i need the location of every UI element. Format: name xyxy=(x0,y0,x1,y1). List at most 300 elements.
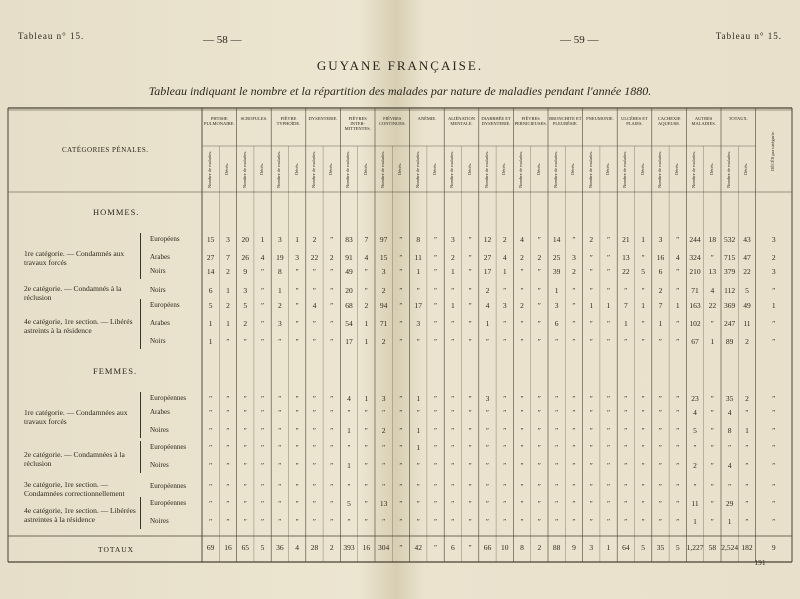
table-cell: 11 xyxy=(414,253,422,262)
table-cell: ″ xyxy=(572,517,576,526)
table-cell: ″ xyxy=(641,443,645,452)
totals-label: TOTAUX xyxy=(98,545,135,554)
table-cell: 19 xyxy=(276,253,284,262)
table-cell: 1 xyxy=(416,394,421,403)
table-cell: 3 xyxy=(502,301,507,310)
table-cell: 6 xyxy=(554,319,559,328)
table-cell: ″ xyxy=(278,394,282,403)
table-cell: ″ xyxy=(624,408,628,417)
table-cell: 13 xyxy=(622,253,630,262)
table-cell: ″ xyxy=(676,394,680,403)
table-cell: ″ xyxy=(364,408,368,417)
table-cell: ″ xyxy=(399,286,403,295)
total-cell: 28 xyxy=(310,543,319,552)
section-hommes: HOMMES. xyxy=(93,207,140,217)
table-cell: ″ xyxy=(451,426,455,435)
table-tag-left: Tableau n° 15. xyxy=(18,31,85,41)
table-cell: 43 xyxy=(743,235,751,244)
table-cell: ″ xyxy=(503,426,507,435)
table-cell: ″ xyxy=(503,319,507,328)
table-cell: ″ xyxy=(572,286,576,295)
table-cell: 22 xyxy=(622,267,630,276)
table-cell: ″ xyxy=(260,426,265,435)
table-cell: ″ xyxy=(503,499,507,508)
table-cell: ″ xyxy=(243,337,247,346)
table-cell: ″ xyxy=(676,319,680,328)
table-cell: 11 xyxy=(743,319,751,328)
table-cell: ″ xyxy=(606,286,611,295)
table-cell: ″ xyxy=(312,408,316,417)
total-cell: 393 xyxy=(343,543,355,552)
column-group-header: BRONCHITE ET PLEURÉSIE. xyxy=(549,116,582,126)
table-cell: ″ xyxy=(416,337,420,346)
table-cell: 3 xyxy=(295,253,300,262)
table-cell: ″ xyxy=(555,482,559,491)
deaths-subheader: Décès. xyxy=(466,162,472,176)
table-cell: ″ xyxy=(555,408,559,417)
total-cell: 66 xyxy=(483,543,492,552)
table-cell: 7 xyxy=(364,235,369,244)
table-cell: 3 xyxy=(771,235,776,244)
table-cell: 20 xyxy=(241,235,249,244)
table-cell: ″ xyxy=(641,517,645,526)
table-cell: ″ xyxy=(658,499,662,508)
table-cell: 3 xyxy=(277,235,282,244)
table-cell: ″ xyxy=(295,319,299,328)
table-cell: 4 xyxy=(364,253,369,262)
table-cell: 1 xyxy=(450,267,455,276)
table-cell: ″ xyxy=(676,408,680,417)
table-cell: ″ xyxy=(382,408,386,417)
table-cell: ″ xyxy=(312,443,316,452)
table-cell: ″ xyxy=(382,443,386,452)
table-cell: ″ xyxy=(433,499,438,508)
table-cell: ″ xyxy=(295,408,299,417)
table-cell: ″ xyxy=(589,267,593,276)
deaths-subheader: Décès. xyxy=(708,162,714,176)
deaths-subheader: Décès. xyxy=(743,162,749,176)
table-cell: 5 xyxy=(745,286,749,295)
table-cell: ″ xyxy=(589,286,593,295)
table-cell: 1 xyxy=(226,319,230,328)
table-cell: ″ xyxy=(710,443,714,452)
column-group-header: TOTAUX. xyxy=(728,116,748,121)
table-cell: ″ xyxy=(416,461,420,470)
table-cell: ″ xyxy=(606,235,611,244)
table-cell: 112 xyxy=(724,286,736,295)
table-cell: 5 xyxy=(208,301,213,310)
table-cell: ″ xyxy=(520,482,524,491)
subcategory-label: Noirs xyxy=(150,267,166,275)
table-cell: ″ xyxy=(572,319,576,328)
table-cell: ″ xyxy=(520,337,524,346)
table-cell: ″ xyxy=(572,482,576,491)
table-cell: ″ xyxy=(433,267,438,276)
table-cell: ″ xyxy=(693,443,697,452)
table-cell: ″ xyxy=(503,443,507,452)
table-cell: ″ xyxy=(364,426,368,435)
table-cell: 22 xyxy=(310,253,319,262)
table-cell: ″ xyxy=(295,267,299,276)
total-cell: 42 xyxy=(414,543,422,552)
table-cell: 2 xyxy=(658,286,663,295)
table-cell: ″ xyxy=(658,394,662,403)
table-cell: ″ xyxy=(589,319,593,328)
table-cell: ″ xyxy=(676,482,680,491)
table-cell: ″ xyxy=(260,517,265,526)
table-cell: 1 xyxy=(658,319,663,328)
table-cell: ″ xyxy=(606,253,611,262)
table-cell: ″ xyxy=(537,482,541,491)
table-cell: 11 xyxy=(691,499,699,508)
table-cell: ″ xyxy=(589,482,593,491)
table-cell: ″ xyxy=(330,408,334,417)
table-cell: 15 xyxy=(206,235,215,244)
table-cell: ″ xyxy=(485,408,489,417)
grouping-brace xyxy=(140,392,144,438)
table-cell: ″ xyxy=(312,499,316,508)
table-cell: ″ xyxy=(537,408,541,417)
table-cell: ″ xyxy=(260,443,265,452)
table-cell: ″ xyxy=(260,394,265,403)
table-cell: ″ xyxy=(451,461,455,470)
table-cell: ″ xyxy=(433,337,438,346)
total-cell: 6 xyxy=(450,543,455,552)
table-cell: 6 xyxy=(208,286,213,295)
table-cell: ″ xyxy=(416,408,420,417)
total-cell: 4 xyxy=(295,543,300,552)
table-cell: ″ xyxy=(589,408,593,417)
table-cell: ″ xyxy=(606,461,611,470)
subcategory-label: Arabes xyxy=(150,253,170,261)
table-cell: ″ xyxy=(433,443,438,452)
table-cell: ″ xyxy=(641,286,645,295)
table-cell: ″ xyxy=(399,461,403,470)
table-cell: 2 xyxy=(381,337,386,346)
table-cell: ″ xyxy=(312,517,316,526)
table-cell: 39 xyxy=(552,267,561,276)
table-cell: ″ xyxy=(658,461,662,470)
table-cell: ″ xyxy=(658,517,662,526)
total-cell: 182 xyxy=(741,543,753,552)
table-cell: ″ xyxy=(399,301,403,310)
table-cell: ″ xyxy=(433,394,438,403)
table-cell: ″ xyxy=(209,482,213,491)
table-cell: ″ xyxy=(209,461,213,470)
table-cell: 1 xyxy=(745,426,749,435)
table-cell: 49 xyxy=(743,301,751,310)
deaths-subheader: Décès. xyxy=(604,162,610,176)
total-cell: 9 xyxy=(572,543,576,552)
table-cell: ″ xyxy=(710,517,714,526)
table-cell: ″ xyxy=(520,319,524,328)
table-cell: 21 xyxy=(622,235,630,244)
total-cell: 16 xyxy=(362,543,371,552)
table-cell: ″ xyxy=(537,443,541,452)
table-cell: ″ xyxy=(330,286,334,295)
table-cell: ″ xyxy=(278,499,282,508)
table-cell: ″ xyxy=(243,499,247,508)
table-cell: ″ xyxy=(606,394,611,403)
table-cell: ″ xyxy=(433,408,438,417)
table-cell: 2 xyxy=(364,301,369,310)
table-cell: 1 xyxy=(641,235,646,244)
deaths-subheader: Décès. xyxy=(501,162,507,176)
total-cell: 36 xyxy=(276,543,284,552)
table-cell: 5 xyxy=(243,301,248,310)
table-cell: 1 xyxy=(606,301,611,310)
table-cell: 7 xyxy=(226,253,230,262)
table-cell: ″ xyxy=(624,499,628,508)
table-cell: ″ xyxy=(364,461,368,470)
table-cell: 324 xyxy=(689,253,701,262)
table-cell: ″ xyxy=(641,337,645,346)
table-cell: ″ xyxy=(226,482,230,491)
cases-subheader: Nombre de malades. xyxy=(518,150,524,188)
subcategory-label: Arabes xyxy=(150,319,170,327)
table-cell: ″ xyxy=(745,408,749,417)
subcategory-label: Européens xyxy=(150,301,180,309)
table-cell: 1 xyxy=(260,235,265,244)
table-cell: 1 xyxy=(502,267,507,276)
table-cell: ″ xyxy=(503,461,507,470)
table-cell: 6 xyxy=(658,267,663,276)
table-cell: ″ xyxy=(278,337,282,346)
table-cell: ″ xyxy=(451,319,455,328)
table-cell: ″ xyxy=(658,408,662,417)
table-cell: ″ xyxy=(641,482,645,491)
table-cell: ″ xyxy=(209,443,213,452)
table-cell: 49 xyxy=(345,267,353,276)
total-cell: 9 xyxy=(771,543,776,552)
table-cell: ″ xyxy=(606,443,611,452)
category-label: 4e catégorie, 1re section. — Libérées astreintes à la résidence xyxy=(24,506,136,524)
cases-subheader: Nombre de malades. xyxy=(587,150,593,188)
grand-total: 191 xyxy=(754,558,766,567)
table-cell: ″ xyxy=(226,443,230,452)
table-cell: ″ xyxy=(503,286,507,295)
table-cell: 3 xyxy=(554,301,559,310)
table-cell: 1 xyxy=(416,443,421,452)
table-cell: ″ xyxy=(209,394,213,403)
grouping-brace xyxy=(140,497,144,529)
table-cell: ″ xyxy=(537,319,541,328)
table-cell: 2 xyxy=(502,235,507,244)
table-cell: 1 xyxy=(485,319,490,328)
table-cell: 532 xyxy=(724,235,736,244)
table-cell: ″ xyxy=(330,426,334,435)
table-cell: 5 xyxy=(693,426,697,435)
deaths-subheader: Décès. xyxy=(431,162,437,176)
table-cell: 3 xyxy=(416,319,421,328)
table-cell: ″ xyxy=(399,253,403,262)
table-cell: ″ xyxy=(312,267,316,276)
cases-subheader: Nombre de malades. xyxy=(553,150,558,188)
table-cell: 4 xyxy=(693,408,697,417)
table-cell: ″ xyxy=(555,426,559,435)
table-cell: ″ xyxy=(330,482,334,491)
table-cell: 1 xyxy=(364,319,369,328)
table-cell: ″ xyxy=(676,337,680,346)
table-cell: ″ xyxy=(606,517,611,526)
table-cell: 1 xyxy=(693,517,697,526)
table-cell: 4 xyxy=(520,235,524,244)
grouping-brace xyxy=(140,441,144,473)
table-cell: ″ xyxy=(260,337,265,346)
table-cell: ″ xyxy=(260,267,265,276)
table-cell: ″ xyxy=(330,337,334,346)
table-cell: ″ xyxy=(433,461,438,470)
table-cell: ″ xyxy=(278,461,282,470)
table-cell: ″ xyxy=(572,461,576,470)
table-cell: ″ xyxy=(399,517,403,526)
table-cell: ″ xyxy=(676,235,680,244)
deaths-subheader: Décès. xyxy=(639,162,645,176)
subcategory-label: Noirs xyxy=(150,337,166,345)
table-cell: 17 xyxy=(483,267,492,276)
table-cell: 14 xyxy=(206,267,215,276)
table-cell: 54 xyxy=(345,319,353,328)
table-cell: ″ xyxy=(772,461,776,470)
total-cell: 88 xyxy=(552,543,561,552)
table-cell: ″ xyxy=(468,394,472,403)
table-cell: ″ xyxy=(641,426,645,435)
table-cell: ″ xyxy=(260,408,265,417)
table-cell: ″ xyxy=(451,499,455,508)
table-cell: 2 xyxy=(450,253,455,262)
table-cell: ″ xyxy=(745,461,749,470)
table-cell: ″ xyxy=(658,426,662,435)
table-cell: ″ xyxy=(624,426,628,435)
deaths-subheader: Décès. xyxy=(535,162,541,176)
table-cell: 2 xyxy=(243,319,248,328)
table-cell: ″ xyxy=(295,286,299,295)
category-label: 2e catégorie. — Condamnées à la réclusion xyxy=(24,450,125,468)
deaths-by-category-header: DÉCÈS par catégorie. xyxy=(769,131,775,171)
table-cell: 94 xyxy=(379,301,388,310)
table-cell: ″ xyxy=(278,482,282,491)
table-cell: 1 xyxy=(364,337,369,346)
table-cell: 2 xyxy=(277,301,282,310)
table-cell: ″ xyxy=(658,337,662,346)
table-cell: ″ xyxy=(772,443,776,452)
table-cell: ″ xyxy=(641,408,645,417)
table-cell: ″ xyxy=(555,337,559,346)
table-cell: 1 xyxy=(208,337,213,346)
table-cell: ″ xyxy=(399,408,403,417)
table-cell: ″ xyxy=(209,499,213,508)
table-cell: ″ xyxy=(468,517,472,526)
column-group-header: ALIÉNATION MENTALE. xyxy=(447,116,475,126)
table-cell: 210 xyxy=(689,267,701,276)
table-cell: ″ xyxy=(295,482,299,491)
cases-subheader: Nombre de malades. xyxy=(380,150,385,188)
table-cell: ″ xyxy=(312,426,316,435)
table-cell: ″ xyxy=(451,286,455,295)
table-cell: 3 xyxy=(243,286,248,295)
table-cell: ″ xyxy=(745,499,749,508)
table-cell: 1 xyxy=(277,286,282,295)
table-cell: 17 xyxy=(414,301,422,310)
table-cell: ″ xyxy=(555,461,559,470)
table-cell: ″ xyxy=(364,286,368,295)
table-cell: ″ xyxy=(416,517,420,526)
table-cell: 2 xyxy=(329,253,334,262)
subcategory-label: Noires xyxy=(150,426,169,434)
table-cell: 22 xyxy=(708,301,717,310)
table-cell: ″ xyxy=(503,337,507,346)
table-cell: ″ xyxy=(624,443,628,452)
subcategory-label: Européens xyxy=(150,235,180,243)
table-cell: ″ xyxy=(658,443,662,452)
column-group-header: PHTISIE PULMONAIRE. xyxy=(203,116,235,126)
table-cell: 18 xyxy=(708,235,717,244)
table-cell: ″ xyxy=(295,301,299,310)
column-group-header: DYSENTERIE. xyxy=(308,116,338,121)
table-cell: 1 xyxy=(416,426,421,435)
table-cell: ″ xyxy=(312,394,316,403)
category-label: 3e catégorie, 1re section. — Condamnées correctionnellement xyxy=(24,480,125,498)
column-group-header: DIARRHÉE ET DYSENTERIE. xyxy=(481,116,511,126)
table-cell: ″ xyxy=(710,461,714,470)
table-cell: ″ xyxy=(312,461,316,470)
table-cell: ″ xyxy=(537,499,541,508)
table-cell: 2 xyxy=(589,235,594,244)
table-caption: Tableau indiquant le nombre et la répartition des malades par nature de maladies pendant l'année 1880. xyxy=(148,84,652,98)
table-cell: ″ xyxy=(330,235,334,244)
table-cell: ″ xyxy=(226,517,230,526)
table-cell: ″ xyxy=(589,253,593,262)
table-cell: ″ xyxy=(226,337,230,346)
table-cell: ″ xyxy=(537,235,541,244)
table-cell: ″ xyxy=(399,499,403,508)
deaths-subheader: Décès. xyxy=(362,162,368,176)
table-cell: 379 xyxy=(724,267,736,276)
table-cell: 20 xyxy=(345,286,353,295)
table-cell: ″ xyxy=(606,319,611,328)
table-cell: ″ xyxy=(772,517,776,526)
total-cell: 64 xyxy=(622,543,630,552)
table-tag-right: Tableau n° 15. xyxy=(715,31,782,41)
deaths-subheader: Décès. xyxy=(570,162,576,176)
table-cell: ″ xyxy=(772,426,776,435)
total-cell: 69 xyxy=(206,543,215,552)
table-cell: ″ xyxy=(589,517,593,526)
table-cell: 71 xyxy=(691,286,699,295)
table-cell: ″ xyxy=(364,499,368,508)
table-cell: 5 xyxy=(641,267,646,276)
table-cell: 2 xyxy=(745,337,749,346)
table-cell: ″ xyxy=(382,461,386,470)
table-cell: ″ xyxy=(589,461,593,470)
table-cell: ″ xyxy=(772,482,776,491)
cases-subheader: Nombre de malades. xyxy=(622,150,628,188)
total-cell: 2,524 xyxy=(721,543,739,552)
table-cell: ″ xyxy=(416,499,420,508)
table-cell: ″ xyxy=(572,337,576,346)
total-cell: 3 xyxy=(589,543,594,552)
deaths-subheader: Décès. xyxy=(397,162,403,176)
table-cell: ″ xyxy=(572,499,576,508)
cases-subheader: Nombre de malades. xyxy=(207,150,212,188)
table-cell: ″ xyxy=(468,408,472,417)
table-cell: 97 xyxy=(379,235,388,244)
table-cell: ″ xyxy=(485,426,489,435)
table-cell: ″ xyxy=(520,286,524,295)
table-cell: 1 xyxy=(771,301,776,310)
table-cell: 2 xyxy=(520,301,524,310)
table-cell: ″ xyxy=(433,253,438,262)
